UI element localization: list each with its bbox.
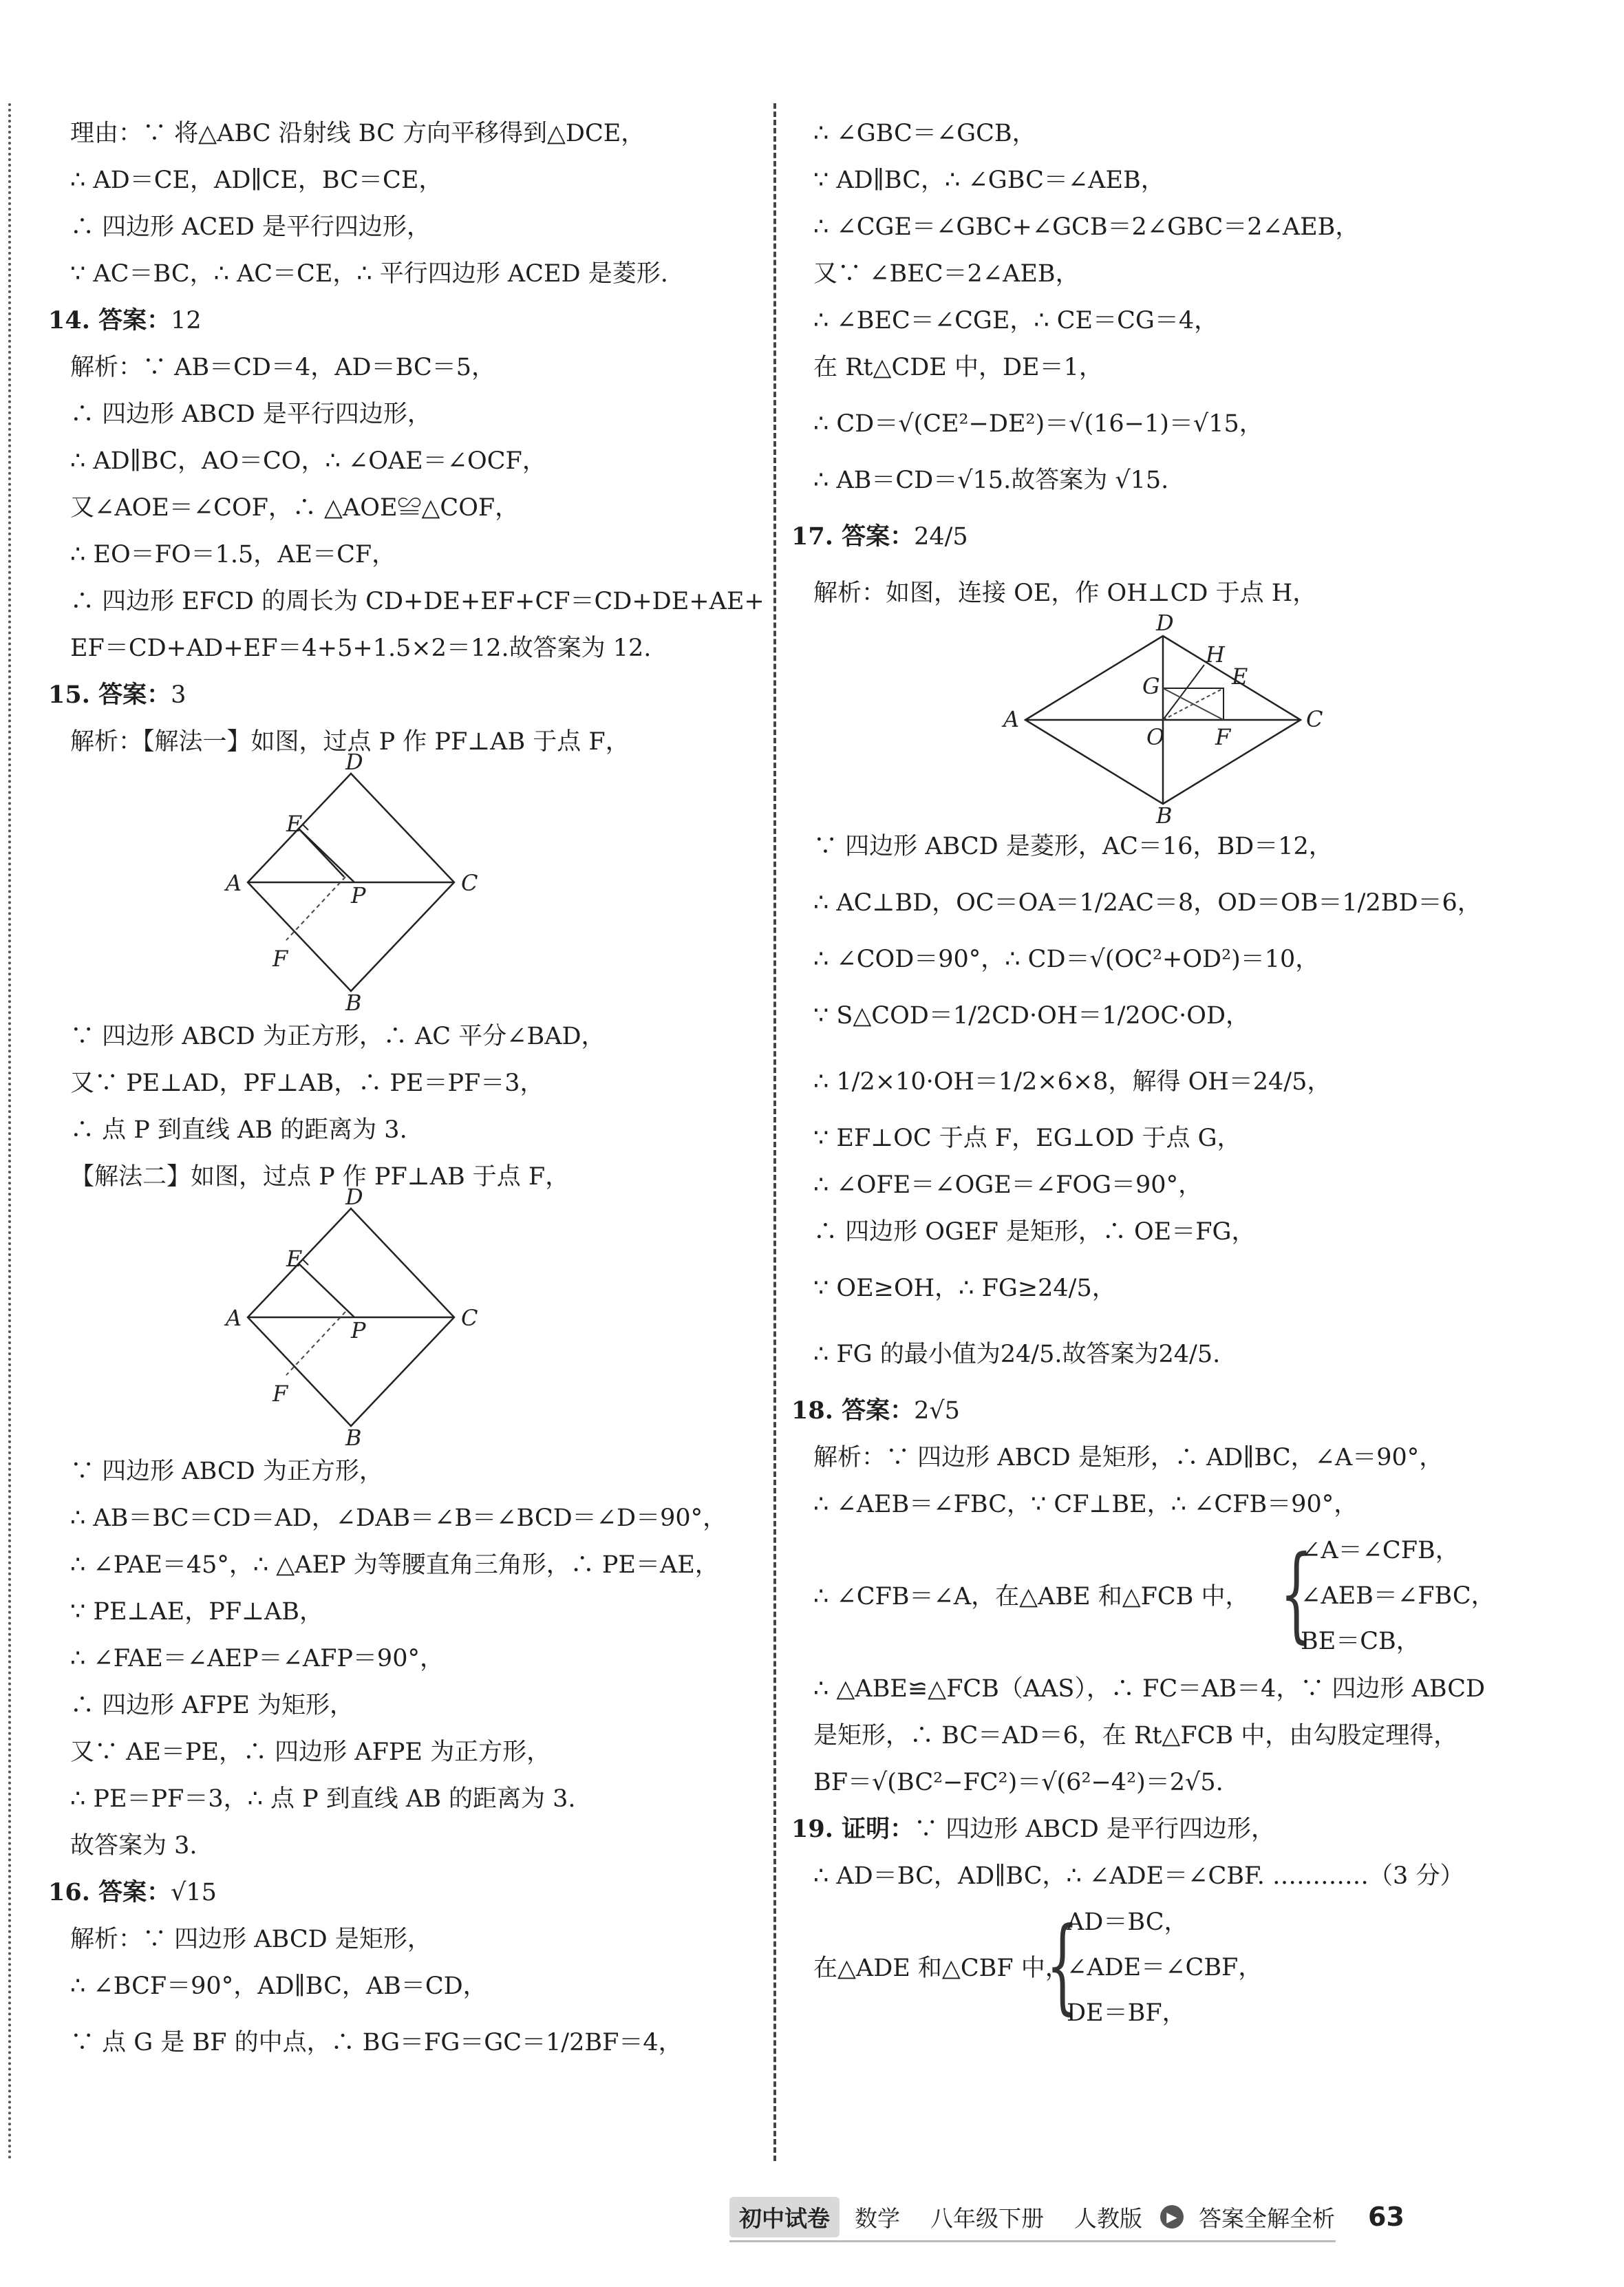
case-line: AD＝BC，	[1067, 1908, 1188, 1936]
system-19	[791, 1900, 1596, 2037]
text-line: ∴ △ABE≌△FCB（AAS），∴ FC＝AB＝4，∵ 四边形 ABCD	[813, 1675, 1486, 1703]
right-column	[791, 110, 1596, 2037]
system-19-cases	[1067, 1900, 1262, 2036]
text-line: ∴ ∠GBC＝∠GCB，	[813, 120, 1036, 147]
case-line: DE＝BF，	[1067, 1999, 1186, 2027]
text-line: 解析：∵ 四边形 ABCD 是矩形，∴ AD∥BC，∠A＝90°，	[813, 1444, 1444, 1471]
text-line: ∴ AD＝CE，AD∥CE，BC＝CE，	[70, 167, 443, 194]
page-footer	[729, 2195, 1404, 2238]
text-line: ∵ AD∥BC，∴ ∠GBC＝∠AEB，	[813, 167, 1165, 194]
svg-text:A: A	[226, 1305, 242, 1331]
text-line: ∴ AB＝CD＝√15.故答案为 √15.	[813, 467, 1169, 494]
grade-label: 八年级下册	[930, 2204, 1044, 2232]
text-line: ∴ 四边形 OGEF 是矩形，∴ OE＝FG，	[813, 1218, 1256, 1246]
tagline: 答案全解全析	[1199, 2204, 1335, 2232]
text-line: BF＝√(BC²−FC²)＝√(6²−4²)＝2√5.	[813, 1769, 1224, 1796]
text-line: ∴ ∠OFE＝∠OGE＝∠FOG＝90°，	[813, 1171, 1203, 1199]
text-line: ∴ AD∥BC，AO＝CO，∴ ∠OAE＝∠OCF，	[70, 447, 546, 475]
question-14-answer: 14. 答案：12	[48, 306, 202, 334]
text-line: 又∠AOE＝∠COF，∴ △AOE≌△COF，	[70, 494, 520, 522]
text-line: 又∵ AE＝PE，∴ 四边形 AFPE 为正方形，	[70, 1738, 551, 1766]
svg-text:B: B	[345, 990, 362, 1016]
svg-text:E: E	[286, 1246, 303, 1272]
text-line: ∵ 四边形 ABCD 为正方形，	[70, 1458, 383, 1485]
system-18	[791, 1528, 1596, 1666]
text-line: ∴ ∠CGE＝∠GBC+∠GCB＝2∠GBC＝2∠AEB，	[813, 213, 1360, 241]
square-figure-2	[48, 1184, 750, 1451]
text-line: ∴ AB＝BC＝CD＝AD，∠DAB＝∠B＝∠BCD＝∠D＝90°，	[70, 1504, 727, 1532]
text-line: ∵ S△COD＝1/2CD·OH＝1/2OC·OD，	[813, 1002, 1250, 1030]
text-line: 故答案为 3.	[70, 1832, 197, 1860]
svg-text:D: D	[1156, 610, 1174, 636]
svg-text:F: F	[273, 1381, 288, 1407]
text-line: ∵ 点 G 是 BF 的中点，∴ BG＝FG＝GC＝1/2BF＝4，	[70, 2029, 683, 2056]
question-17-answer: 17. 答案：24/5	[791, 522, 968, 551]
svg-text:A: A	[226, 870, 242, 896]
svg-text:B: B	[1156, 802, 1173, 829]
text-line: ∴ FG 的最小值为24/5.故答案为24/5.	[813, 1341, 1221, 1368]
case-line: ∠AEB＝∠FBC，	[1301, 1582, 1495, 1610]
left-margin-rule	[8, 103, 11, 2161]
series-brand: 初中试卷	[729, 2197, 840, 2237]
text-line: ∵ PE⊥AE，PF⊥AB，	[70, 1598, 323, 1626]
text-line: ∴ AC⊥BD，OC＝OA＝1/2AC＝8，OD＝OB＝1/2BD＝6，	[813, 889, 1482, 917]
svg-text:B: B	[345, 1425, 362, 1451]
text-line: ∴ 四边形 ABCD 是平行四边形，	[70, 401, 431, 428]
column-divider	[773, 103, 776, 2161]
text-line: 又∵ PE⊥AD，PF⊥AB，∴ PE＝PF＝3，	[70, 1070, 544, 1097]
svg-text:E: E	[286, 811, 303, 837]
question-18-answer: 18. 答案：2√5	[791, 1396, 960, 1425]
svg-text:H: H	[1206, 641, 1225, 668]
svg-text:F: F	[1215, 724, 1231, 750]
text-line: ∵ EF⊥OC 于点 F，EG⊥OD 于点 G，	[813, 1125, 1241, 1152]
text-line: 解析：【解法一】如图，过点 P 作 PF⊥AB 于点 F，	[70, 728, 630, 756]
text-line: ∴ ∠BEC＝∠CGE，∴ CE＝CG＝4，	[813, 307, 1219, 334]
text-line: ∴ AD＝BC，AD∥BC，∴ ∠ADE＝∠CBF. …………（3 分）	[813, 1862, 1464, 1890]
svg-text:F: F	[273, 946, 288, 972]
text-line: 是矩形，∴ BC＝AD＝6，在 Rt△FCB 中，由勾股定理得，	[813, 1722, 1458, 1749]
svg-text:D: D	[345, 1184, 363, 1210]
text-line: 解析：如图，连接 OE，作 OH⊥CD 于点 H，	[813, 579, 1317, 607]
left-column	[48, 110, 765, 2076]
text-line: ∴ EO＝FO＝1.5，AE＝CF，	[70, 541, 396, 568]
text-line: ∴ ∠BCF＝90°，AD∥BC，AB＝CD，	[70, 1972, 487, 2000]
text-line: ∵ 四边形 ABCD 是菱形，AC＝16，BD＝12，	[813, 833, 1333, 860]
left-brace: {	[1280, 1534, 1313, 1654]
question-19-proof: 19. 证明：∵ 四边形 ABCD 是平行四边形，	[791, 1815, 1275, 1843]
text-line: ∴ 四边形 EFCD 的周长为 CD+DE+EF+CF＝CD+DE+AE+	[70, 588, 765, 615]
text-line: ∴ 四边形 ACED 是平行四边形，	[70, 213, 431, 241]
system-18-cases	[1301, 1528, 1495, 1664]
edition-label: 人教版	[1074, 2204, 1142, 2232]
text-line: ∴ PE＝PF＝3，∴ 点 P 到直线 AB 的距离为 3.	[70, 1785, 576, 1813]
question-16-answer: 16. 答案：√15	[48, 1878, 217, 1906]
svg-text:G: G	[1142, 673, 1160, 699]
system-18-lead: ∴ ∠CFB＝∠A，在△ABE 和△FCB 中，	[813, 1583, 1250, 1610]
text-line: 在 Rt△CDE 中，DE＝1，	[813, 354, 1103, 381]
text-line: ∴ ∠FAE＝∠AEP＝∠AFP＝90°，	[70, 1645, 444, 1672]
text-line: ∴ 点 P 到直线 AB 的距离为 3.	[70, 1116, 407, 1144]
svg-text:O: O	[1146, 724, 1165, 750]
text-line: 【解法二】如图，过点 P 作 PF⊥AB 于点 F，	[70, 1163, 570, 1191]
text-line: EF＝CD+AD+EF＝4+5+1.5×2＝12.故答案为 12.	[70, 635, 652, 662]
question-15-answer: 15. 答案：3	[48, 681, 186, 709]
subject-label: 数学	[855, 2204, 900, 2232]
text-line: ∴ 1/2×10·OH＝1/2×6×8，解得 OH＝24/5，	[813, 1068, 1332, 1096]
svg-text:D: D	[345, 749, 363, 775]
text-line: 又∵ ∠BEC＝2∠AEB，	[813, 260, 1080, 288]
svg-text:C: C	[461, 870, 478, 896]
svg-text:A: A	[1003, 706, 1020, 732]
footer-underline	[729, 2240, 1336, 2242]
text-line: ∴ ∠PAE＝45°，∴ △AEP 为等腰直角三角形，∴ PE＝AE，	[70, 1551, 719, 1579]
text-line: ∵ 四边形 ABCD 为正方形，∴ AC 平分∠BAD，	[70, 1023, 606, 1050]
text-line: 解析：∵ 四边形 ABCD 是矩形，	[70, 1926, 431, 1953]
text-line: ∵ OE≥OH，∴ FG≥24/5，	[813, 1275, 1116, 1302]
case-line: ∠ADE＝∠CBF，	[1067, 1954, 1263, 1981]
text-line: ∴ ∠COD＝90°，∴ CD＝√(OC²+OD²)＝10，	[813, 946, 1320, 973]
svg-text:P: P	[351, 882, 366, 908]
text-line: ∵ AC＝BC，∴ AC＝CE，∴ 平行四边形 ACED 是菱形.	[70, 260, 668, 288]
svg-text:P: P	[351, 1317, 366, 1343]
system-19-lead: 在△ADE 和△CBF 中，	[813, 1955, 1069, 1982]
svg-text:E: E	[1232, 663, 1248, 690]
text-line: 解析：∵ AB＝CD＝4，AD＝BC＝5，	[70, 354, 495, 381]
text-line: ∴ ∠AEB＝∠FBC，∵ CF⊥BE，∴ ∠CFB＝90°，	[813, 1491, 1358, 1518]
left-brace: {	[1046, 1906, 1079, 2025]
svg-text:C: C	[461, 1305, 478, 1331]
rhombus-figure	[791, 610, 1596, 829]
text-line: ∴ 四边形 AFPE 为矩形，	[70, 1692, 354, 1719]
svg-text:C: C	[1306, 706, 1323, 732]
text-line: 理由：∵ 将△ABC 沿射线 BC 方向平移得到△DCE，	[70, 120, 645, 147]
case-line: BE＝CB，	[1301, 1628, 1420, 1655]
page-number: 63	[1368, 2202, 1404, 2232]
play-arrow-icon: ▶	[1160, 2205, 1184, 2229]
case-line: ∠A＝∠CFB，	[1301, 1537, 1460, 1564]
text-line: ∴ CD＝√(CE²−DE²)＝√(16−1)＝√15，	[813, 410, 1263, 438]
square-figure-1	[48, 749, 750, 1016]
